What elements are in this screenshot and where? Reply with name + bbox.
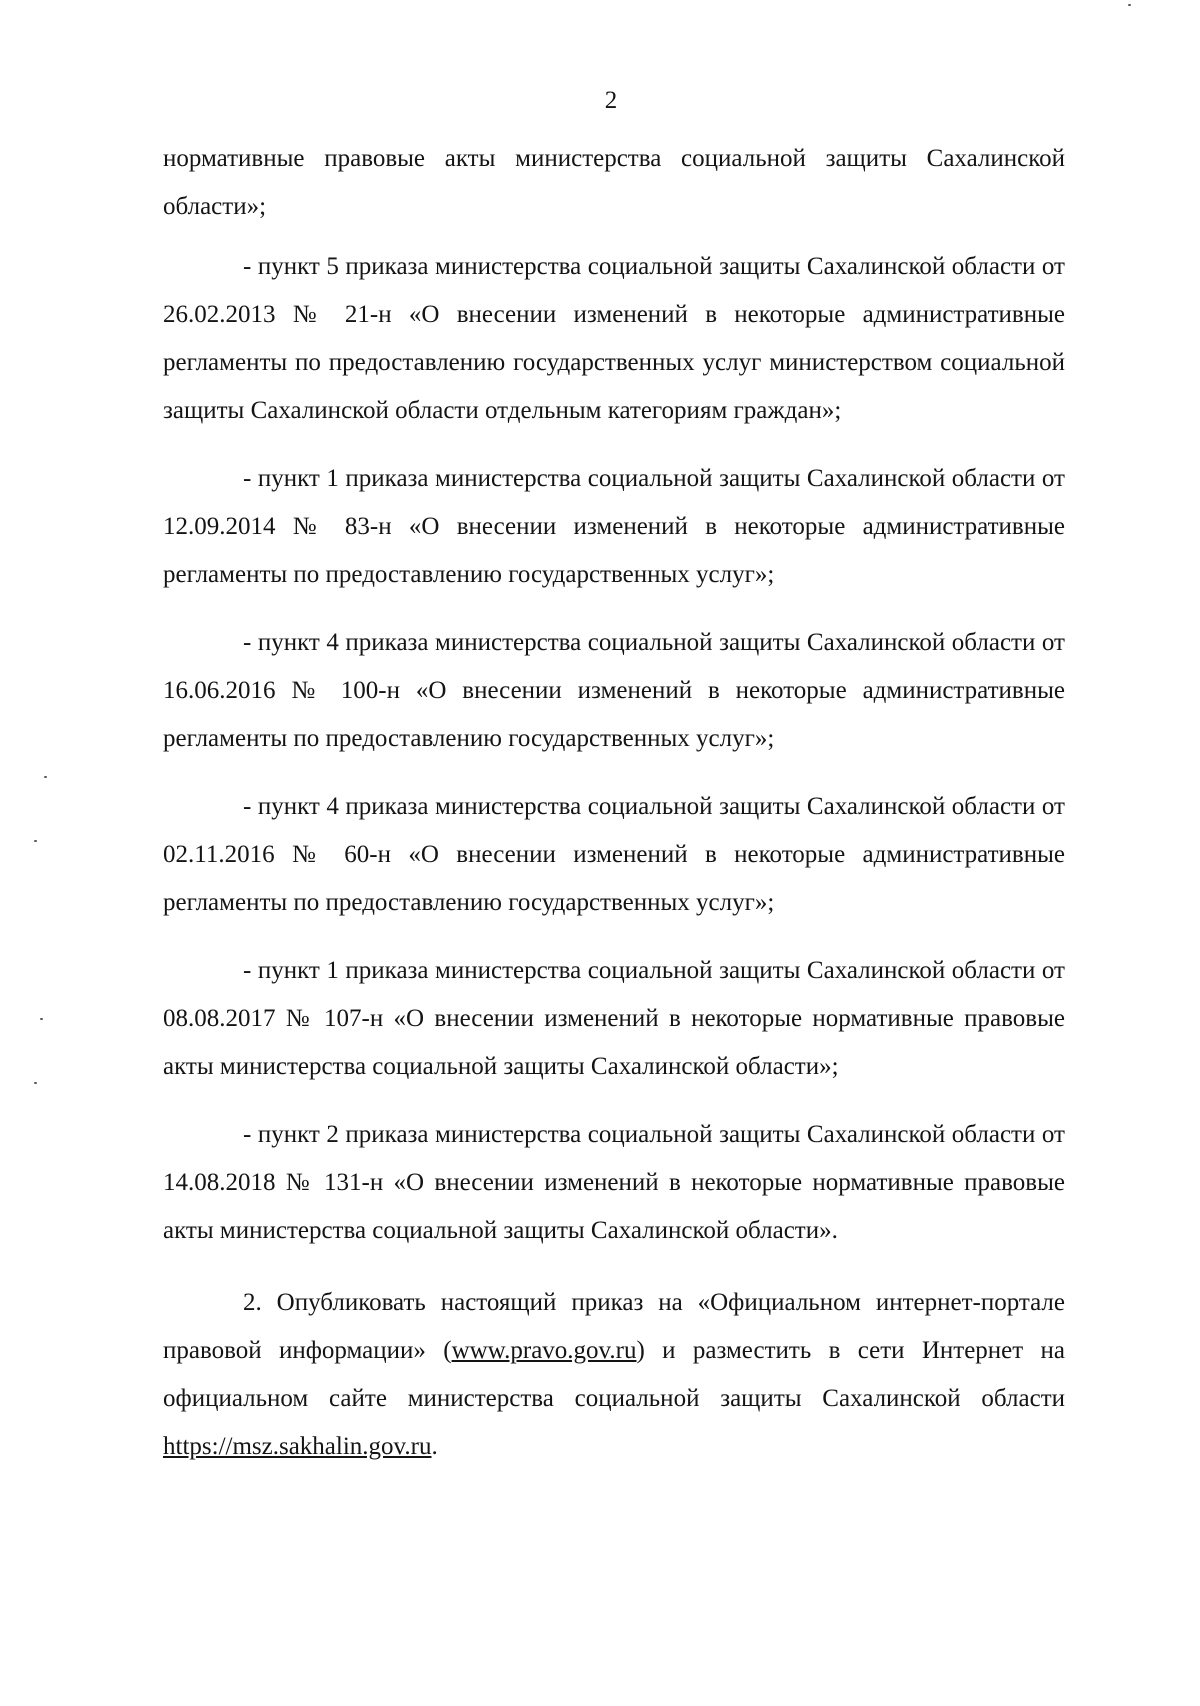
scan-speck [40,1018,43,1020]
list-item-order-2014: - пункт 1 приказа министерства социальной защиты Сахалинской области от 12.09.2014 № 83-н «О внесении изменений в некоторые административные регламенты по предоставлению государственных услуг»; [163,465,1065,588]
pravo-gov-link[interactable]: www.pravo.gov.ru [451,1337,637,1364]
list-item-order-2013: - пункт 5 приказа министерства социальной защиты Сахалинской области от 26.02.2013 № 21-н «О внесении изменений в некоторые административные регламенты по предоставлению государственных услуг министерством социальной защиты Сахалинской области отдельным категориям граждан»; [163,253,1065,424]
list-item-order-2018: - пункт 2 приказа министерства социальной защиты Сахалинской области от 14.08.2018 № 131-н «О внесении изменений в некоторые нормативные правовые акты министерства социальной защиты Сахалинской области». [163,1121,1065,1244]
paragraph-continuation: нормативные правовые акты министерства социальной защиты Сахалинской области»; [163,145,1065,220]
list-item-order-2016-june: - пункт 4 приказа министерства социальной защиты Сахалинской области от 16.06.2016 № 100-н «О внесении изменений в некоторые административные регламенты по предоставлению государственных услуг»; [163,629,1065,752]
publication-paragraph [163,1279,1065,1471]
scan-speck [34,1082,37,1084]
scan-speck [1128,4,1131,6]
msz-sakhalin-link[interactable]: https://msz.sakhalin.gov.ru [163,1433,432,1460]
scan-speck [44,776,47,778]
publication-text-3: . [431,1433,438,1460]
publication-text-2: ) и разместить в сети Интернет на официальном сайте министерства социальной защиты Сахалинской области [163,1337,1066,1412]
list-item-order-2017: - пункт 1 приказа министерства социальной защиты Сахалинской области от 08.08.2017 № 107-н «О внесении изменений в некоторые нормативные правовые акты министерства социальной защиты Сахалинской области»; [163,957,1065,1080]
document-body [163,135,1065,1491]
publication-text-1: 2. Опубликовать настоящий приказ на «Официальном интернет-портале правовой информации» ( [163,1289,1065,1364]
page-number: 2 [604,87,618,114]
list-item-order-2016-november: - пункт 4 приказа министерства социальной защиты Сахалинской области от 02.11.2016 № 60-н «О внесении изменений в некоторые административные регламенты по предоставлению государственных услуг»; [163,793,1065,916]
scan-speck [34,840,37,842]
